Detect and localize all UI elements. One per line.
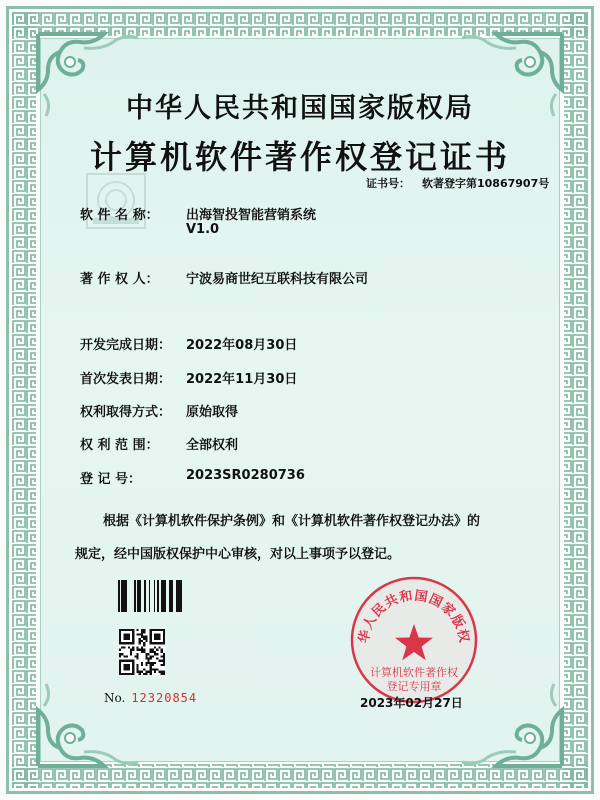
serial-number [104,691,197,705]
certificate-number-label: 证书号： [366,177,410,190]
field-label: 软 件 名 称： [80,208,159,223]
field-value: 全部权利 [186,438,239,453]
statement-line-2: 规定，经中国版权保护中心审核，对以上事项予以登记。 [75,547,401,562]
barcode-icon [118,580,186,612]
field-label: 著 作 权 人： [80,272,159,287]
official-seal [348,574,480,706]
certificate-title: 计算机软件著作权登记证书 [89,138,510,176]
serial-value: 12320854 [131,691,198,705]
seal-line-2: 登记专用章 [386,680,442,693]
seal-ring-text: 华人民共和国国家版权 [356,588,472,645]
certificate-number-value: 软著登字第10867907号 [422,177,550,190]
statement-line-1: 根据《计算机软件保护条例》和《计算机软件著作权登记办法》的 [103,514,481,529]
field-label: 开发完成日期： [80,338,172,353]
field-value: 宁波易商世纪互联科技有限公司 [186,272,369,287]
serial-label: No. [104,691,126,705]
certificate-number [366,175,561,191]
field-label: 权利取得方式： [80,405,172,420]
field-value: 原始取得 [186,405,239,420]
field-label: 首次发表日期： [80,372,172,387]
field-value-version: V1.0 [186,222,220,237]
issuer-title: 中华人民共和国国家版权局 [126,93,474,124]
field-value: 2022年11月30日 [186,372,298,387]
field-label: 权 利 范 围： [80,438,159,453]
field-label: 登 记 号： [80,472,142,487]
field-value: 2022年08月30日 [186,338,298,353]
qr-code-icon [119,629,165,675]
issue-date: 2023年02月27日 [360,696,463,710]
field-value: 2023SR0280736 [186,468,305,483]
field-value: 出海智投智能营销系统 [186,208,317,223]
seal-line-1: 计算机软件著作权 [370,666,458,679]
